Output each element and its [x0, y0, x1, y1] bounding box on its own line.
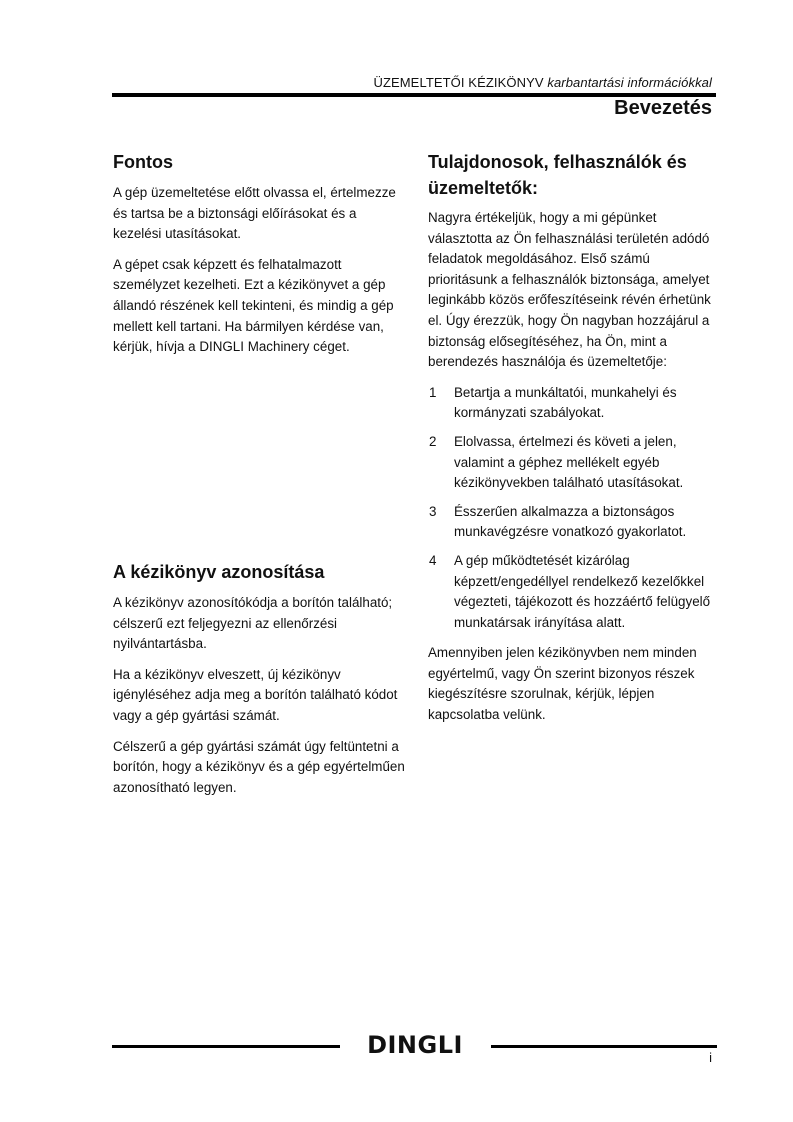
list-item-text: Ésszerűen alkalmazza a biztonságos munkavégzésre vonatkozó gyakorlatot. — [454, 503, 687, 540]
owners-list — [428, 383, 720, 634]
owners-outro: Amennyiben jelen kézikönyvben nem minden egyértelmű, vagy Ön szerint bizonyos részek kiegészítésre szorulnak, kérjük, lépjen kapcsolatba velünk. — [428, 645, 697, 723]
list-item — [428, 502, 720, 543]
list-item-number: 4 — [429, 552, 437, 568]
section-title: Bevezetés — [614, 97, 712, 119]
page-number: i — [709, 1050, 712, 1065]
footer-rule-right — [491, 1045, 717, 1048]
list-item-number: 2 — [429, 433, 437, 449]
owners-intro: Nagyra értékeljük, hogy a mi gépünket választotta az Ön felhasználási területén adódó feladatok megoldásához. Első számú prioritásunk a felhasználók biztonsága, amelyet leginkább közös erőfeszítéseink révén érhetünk el. Úgy érezzük, hogy Ön nagyban hozzájárul a biztonság elősegítéséhez, ha Ön, mint a berendezés használója és üzemeltetője: — [428, 210, 711, 370]
identification-section — [113, 559, 408, 808]
identification-paragraph: Ha a kézikönyv elveszett, új kézikönyv igényléséhez adja meg a borítón található kódot vagy a gép gyártási számát. — [113, 666, 398, 723]
list-item — [428, 432, 720, 494]
important-paragraph: A gép üzemeltetése előtt olvassa el, értelmezze és tartsa be a biztonsági előírásokat és a kezelési utasításokat. — [113, 185, 396, 242]
list-item-text: Elolvassa, értelmezi és követi a jelen, valamint a géphez mellékelt egyéb kézikönyvekben található utasításokat. — [454, 433, 684, 491]
list-item-number: 1 — [429, 384, 437, 400]
footer-rule-left — [112, 1045, 340, 1048]
list-item — [428, 551, 720, 633]
manual-subtitle: karbantartási információkkal — [547, 75, 712, 90]
running-header — [112, 75, 712, 90]
manual-title: ÜZEMELTETŐI KÉZIKÖNYV — [373, 75, 544, 90]
important-paragraph: A gépet csak képzett és felhatalmazott személyzet kezelheti. Ezt a kézikönyvet a gép állandó részének kell tekinteni, és mindig a gép mellett kell tartani. Ha bármilyen kérdése van, kérjük, hívja a DINGLI Machinery céget. — [113, 256, 394, 355]
important-heading: Fontos — [113, 152, 173, 172]
identification-paragraph: A kézikönyv azonosítókódja a borítón található; célszerű ezt feljegyezni az ellenőrzési nyilvántartásba. — [113, 595, 393, 652]
list-item-text: Betartja a munkáltatói, munkahelyi és kormányzati szabályokat. — [454, 384, 677, 421]
important-section — [113, 149, 403, 368]
list-item-number: 3 — [429, 503, 437, 519]
list-item-text: A gép működtetését kizárólag képzett/engedéllyel rendelkező kezelőkkel végezteti, tájékozott és hozzáértő felügyelő munkatársak irányítása alatt. — [454, 552, 711, 630]
dingli-logo: DINGLI — [367, 1031, 463, 1059]
identification-paragraph: Célszerű a gép gyártási számát úgy feltüntetni a borítón, hogy a kézikönyv és a gép egyértelműen azonosítható legyen. — [113, 738, 405, 795]
list-item — [428, 383, 720, 424]
owners-section — [428, 149, 720, 736]
identification-heading: A kézikönyv azonosítása — [113, 562, 325, 582]
owners-heading: Tulajdonosok, felhasználók és üzemeltetők: — [428, 152, 687, 198]
